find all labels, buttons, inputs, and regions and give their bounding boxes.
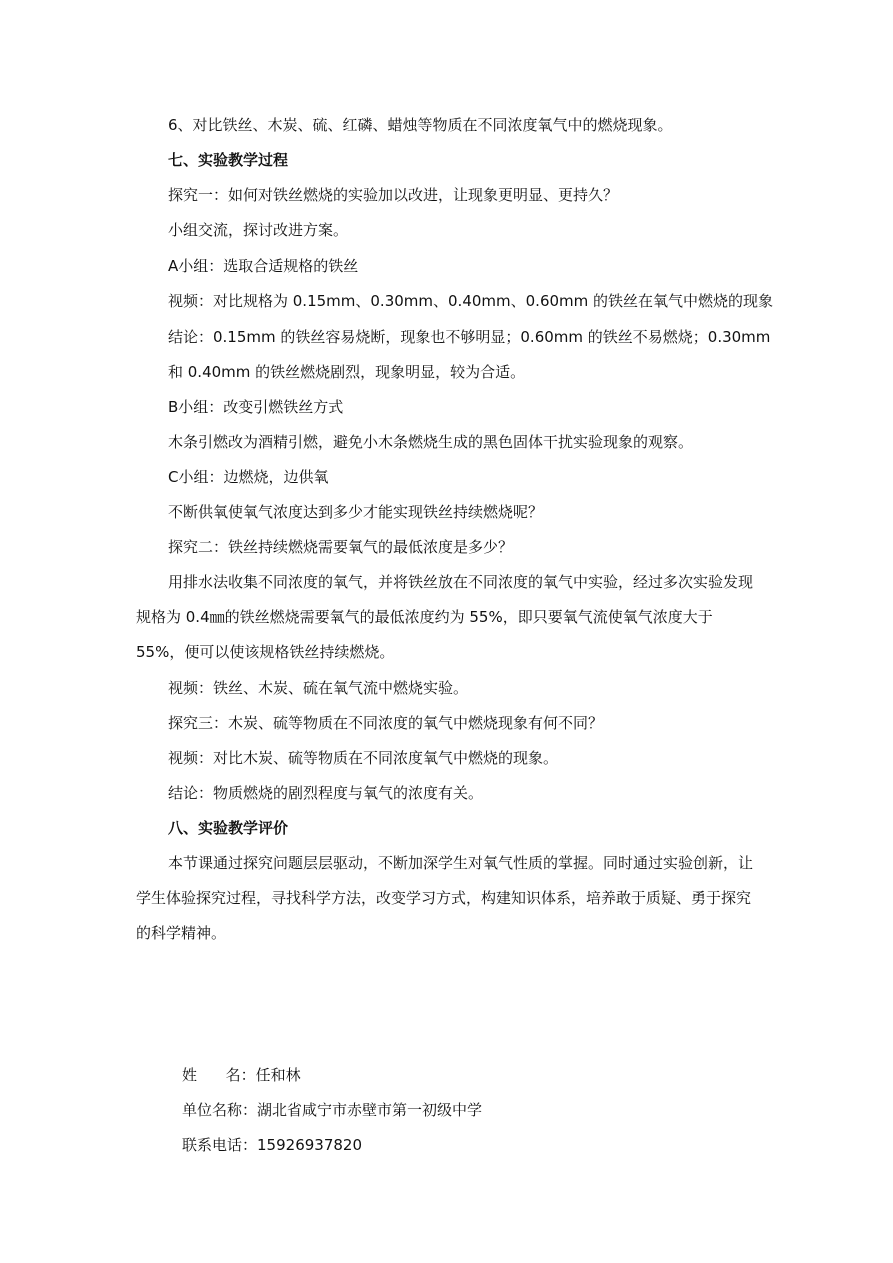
author-name: 任和林: [255, 1066, 301, 1084]
conclusion-3: 结论：物质燃烧的剧烈程度与氧气的浓度有关。: [168, 784, 484, 802]
name-label: 姓 名：: [182, 1066, 256, 1084]
group-b-description: 木条引燃改为酒精引燃，避免小木条燃烧生成的黑色固体干扰实验现象的观察。: [168, 433, 694, 451]
author-name-row: [182, 1066, 301, 1084]
author-org-row: [182, 1101, 482, 1119]
group-a: A小组：选取合适规格的铁丝: [168, 257, 359, 275]
author-phone: 15926937820: [257, 1136, 362, 1154]
section-7-title: 七、实验教学过程: [168, 151, 289, 169]
item-6: 6、对比铁丝、木炭、硫、红磷、蜡烛等物质在不同浓度氧气中的燃烧现象。: [168, 116, 673, 134]
evaluation-paragraph: 本节课通过探究问题层层驱动，不断加深学生对氧气性质的掌握。同时通过实验创新，让学生体验探究过程，寻找科学方法，改变学习方式，构建知识体系，培养敢于质疑、勇于探究的科学精神。: [136, 854, 754, 942]
group-b: B小组：改变引燃铁丝方式: [168, 398, 344, 416]
conclusion-1-line-1: 结论：0.15mm 的铁丝容易烧断，现象也不够明显；0.60mm 的铁丝不易燃烧；0.30mm: [168, 328, 771, 346]
explore-2-paragraph: 用排水法收集不同浓度的氧气，并将铁丝放在不同浓度的氧气中实验，经过多次实验发现规格为 0.4㎜的铁丝燃烧需要氧气的最低浓度约为 55%，即只要氧气流使氧气浓度大于 55%，便可以使该规格铁丝持续燃烧。: [136, 573, 754, 661]
explore-2-question: 探究二：铁丝持续燃烧需要氧气的最低浓度是多少？: [168, 538, 514, 556]
author-org: 湖北省咸宁市赤壁市第一初级中学: [257, 1101, 483, 1119]
explore-1-question: 探究一：如何对铁丝燃烧的实验加以改进，让现象更明显、更持久？: [168, 186, 619, 204]
phone-label: 联系电话：: [182, 1136, 258, 1154]
section-8-title: 八、实验教学评价: [168, 819, 289, 837]
author-phone-row: [182, 1136, 362, 1154]
video-3: 视频：对比木炭、硫等物质在不同浓度氧气中燃烧的现象。: [168, 749, 559, 767]
video-1: 视频：对比规格为 0.15mm、0.30mm、0.40mm、0.60mm 的铁丝在氧气中燃烧的现象: [168, 292, 774, 310]
explore-3-question: 探究三：木炭、硫等物质在不同浓度的氧气中燃烧现象有何不同？: [168, 714, 604, 732]
group-c: C小组：边燃烧，边供氧: [168, 468, 329, 486]
video-2: 视频：铁丝、木炭、硫在氧气流中燃烧实验。: [168, 679, 469, 697]
group-discussion: 小组交流，探讨改进方案。: [168, 221, 349, 239]
oxygen-question: 不断供氧使氧气浓度达到多少才能实现铁丝持续燃烧呢？: [168, 503, 544, 521]
org-label: 单位名称：: [182, 1101, 258, 1119]
conclusion-1-line-2: 和 0.40mm 的铁丝燃烧剧烈，现象明显，较为合适。: [168, 363, 526, 381]
